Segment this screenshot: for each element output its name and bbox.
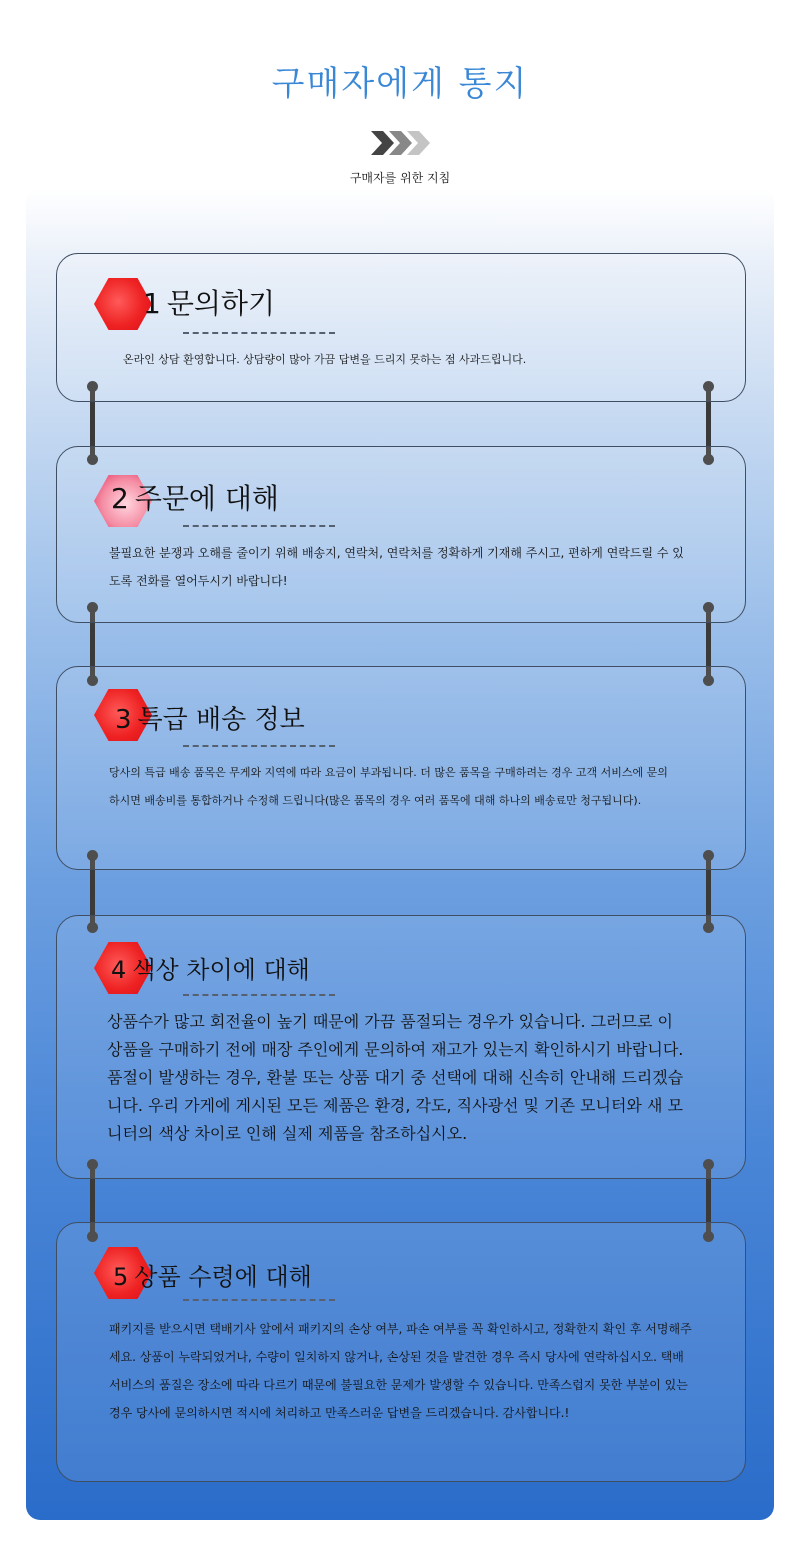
section-text: 상품수가 많고 회전율이 높기 때문에 가끔 품절되는 경우가 있습니다. 그러므로 이 상품을 구매하기 전에 매장 주인에게 문의하여 재고가 있는지 확인하시기 바랍니다. 품절이 발생하는 경우, 환불 또는 상품 대기 중 선택에 대해 신속히 안내해 드리겠습니다. 우리 가게에 게시된 모든 제품은 환경, 각도, 직사광선 및 기존 모니터와 새 모니터의 색상 차이로 인해 실제 제품을 참조하십시오. bbox=[107, 1012, 684, 1143]
section-heading bbox=[143, 282, 275, 322]
section-text: 불필요한 분쟁과 오해를 줄이기 위해 배송지, 연락처, 연락처를 정확하게 기재해 주시고, 편하게 연락드릴 수 있도록 전화를 열어두시기 바랍니다! bbox=[109, 546, 684, 588]
section-card-1 bbox=[56, 253, 746, 402]
section-title: 색상 차이에 대해 bbox=[132, 956, 310, 984]
section-text: 패키지를 받으시면 택배기사 앞에서 패키지의 손상 여부, 파손 여부를 꼭 확인하시고, 정확한지 확인 후 서명해주세요. 상품이 누락되었거나, 수량이 일치하지 않거나, 손상된 것을 발견한 경우 즉시 당사에 연락하십시오. 택배 서비스의 품질은 장소에 따라 다르기 때문에 불필요한 문제가 발생할 수 있습니다. 만족스럽지 못한 부분이 있는 경우 당사에 문의하시면 적시에 처리하고 만족스러운 답변을 드리겠습니다. 감사합니다.! bbox=[109, 1322, 692, 1420]
section-number: 4 bbox=[111, 956, 127, 984]
section-text: 온라인 상담 환영합니다. 상담량이 많아 가끔 답변을 드리지 못하는 점 사과드립니다. bbox=[123, 353, 527, 366]
section-title: 주문에 대해 bbox=[134, 482, 279, 515]
section-number: 1 bbox=[143, 287, 161, 320]
section-number: 3 bbox=[115, 705, 132, 735]
heading-underline bbox=[183, 745, 335, 747]
section-heading bbox=[115, 699, 305, 736]
section-title: 문의하기 bbox=[166, 287, 276, 320]
section-text: 당사의 특급 배송 품목은 무게와 지역에 따라 요금이 부과됩니다. 더 많은 품목을 구매하려는 경우 고객 서비스에 문의하시면 배송비를 통합하거나 수정해 드립니다(많은 품목의 경우 여러 품목에 대해 하나의 배송료만 청구됩니다). bbox=[109, 766, 668, 807]
section-title: 상품 수령에 대해 bbox=[134, 1263, 312, 1291]
section-heading bbox=[113, 1257, 312, 1292]
section-heading bbox=[111, 477, 279, 517]
section-card-2 bbox=[56, 446, 746, 623]
section-card-5 bbox=[56, 1222, 746, 1482]
heading-underline bbox=[183, 994, 335, 996]
section-number: 5 bbox=[113, 1263, 129, 1291]
section-title: 특급 배송 정보 bbox=[137, 705, 305, 735]
heading-underline bbox=[183, 525, 335, 527]
page-title: 구매자에게 통지 bbox=[271, 64, 529, 104]
section-card-3 bbox=[56, 666, 746, 870]
heading-underline bbox=[183, 332, 335, 334]
chevrons-right-icon bbox=[369, 128, 433, 158]
section-number: 2 bbox=[111, 482, 129, 515]
section-heading bbox=[111, 950, 310, 985]
section-card-4 bbox=[56, 915, 746, 1179]
subtitle: 구매자를 위한 지침 bbox=[349, 171, 451, 185]
heading-underline bbox=[183, 1299, 335, 1301]
